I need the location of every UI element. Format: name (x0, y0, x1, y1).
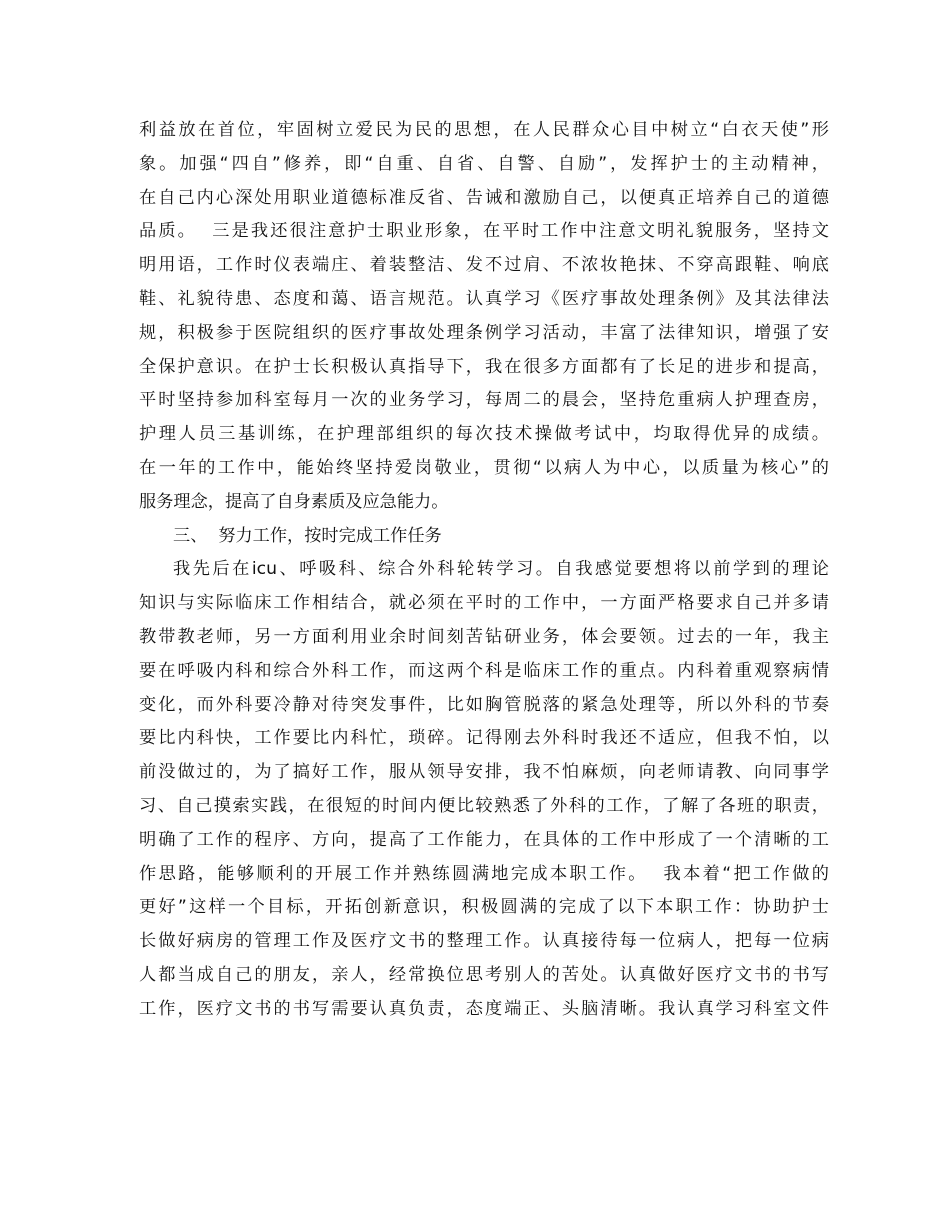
text-line: 作思路，能够顺利的开展工作并熟练圆满地完成本职工作。 我本着“把工作做的 (139, 863, 829, 884)
text-line: 知识与实际临床工作相结合，就必须在平时的工作中，一方面严格要求自己并多请 (139, 593, 829, 614)
text-line: 全保护意识。在护士长积极认真指导下，我在很多方面都有了长足的进步和提高， (139, 356, 829, 377)
text-line: 前没做过的，为了搞好工作，服从领导安排，我不怕麻烦，向老师请教、向同事学 (139, 762, 829, 783)
text-line: 要比内科快，工作要比内科忙，琐碎。记得刚去外科时我还不适应，但我不怕，以 (139, 728, 829, 749)
text-line: 象。加强“四自”修养，即“自重、自省、自警、自励”，发挥护士的主动精神， (139, 153, 829, 174)
text-line: 变化，而外科要冷静对待突发事件，比如胸管脱落的紧急处理等，所以外科的节奏 (139, 694, 829, 715)
text-line: 明确了工作的程序、方向，提高了工作能力，在具体的工作中形成了一个清晰的工 (139, 829, 829, 850)
text-line: 护理人员三基训练，在护理部组织的每次技术操做考试中，均取得优异的成绩。 (139, 424, 829, 445)
text-line: 利益放在首位，牢固树立爱民为民的思想，在人民群众心目中树立“白衣天使”形 (139, 120, 829, 140)
text-line: 三、 努力工作，按时完成工作任务 (173, 525, 442, 546)
text-line: 规，积极参于医院组织的医疗事故处理条例学习活动，丰富了法律知识，增强了安 (139, 322, 829, 343)
text-line: 服务理念，提高了自身素质及应急能力。 (139, 491, 449, 512)
text-line: 鞋、礼貌待患、态度和蔼、语言规范。认真学习《医疗事故处理条例》及其法律法 (139, 288, 829, 309)
text-line: 教带教老师，另一方面利用业余时间刻苦钻研业务，体会要领。过去的一年，我主 (139, 626, 829, 647)
text-line: 在一年的工作中，能始终坚持爱岗敬业，贯彻“以病人为中心，以质量为核心”的 (139, 457, 829, 478)
text-line: 品质。 三是我还很注意护士职业形象，在平时工作中注意文明礼貌服务，坚持文 (139, 221, 829, 242)
text-line: 人都当成自己的朋友，亲人，经常换位思考别人的苦处。认真做好医疗文书的书写 (139, 964, 829, 985)
text-line: 工作，医疗文书的书写需要认真负责，态度端正、头脑清晰。我认真学习科室文件 (139, 998, 829, 1019)
text-line: 在自己内心深处用职业道德标准反省、告诫和激励自己，以便真正培养自己的道德 (139, 187, 829, 208)
text-line: 我先后在icu、呼吸科、综合外科轮转学习。自我感觉要想将以前学到的理论 (173, 559, 829, 580)
text-line: 平时坚持参加科室每月一次的业务学习，每周二的晨会，坚持危重病人护理查房， (139, 390, 829, 411)
text-line: 更好”这样一个目标，开拓创新意识，积极圆满的完成了以下本职工作：协助护士 (139, 897, 829, 918)
text-line: 长做好病房的管理工作及医疗文书的整理工作。认真接待每一位病人，把每一位病 (139, 931, 829, 952)
body-text (139, 114, 829, 1027)
text-line: 习、自己摸索实践，在很短的时间内便比较熟悉了外科的工作，了解了各班的职责， (139, 795, 829, 816)
text-line: 要在呼吸内科和综合外科工作，而这两个科是临床工作的重点。内科着重观察病情 (139, 660, 829, 681)
text-line: 明用语，工作时仪表端庄、着装整洁、发不过肩、不浓妆艳抹、不穿高跟鞋、响底 (139, 255, 829, 276)
